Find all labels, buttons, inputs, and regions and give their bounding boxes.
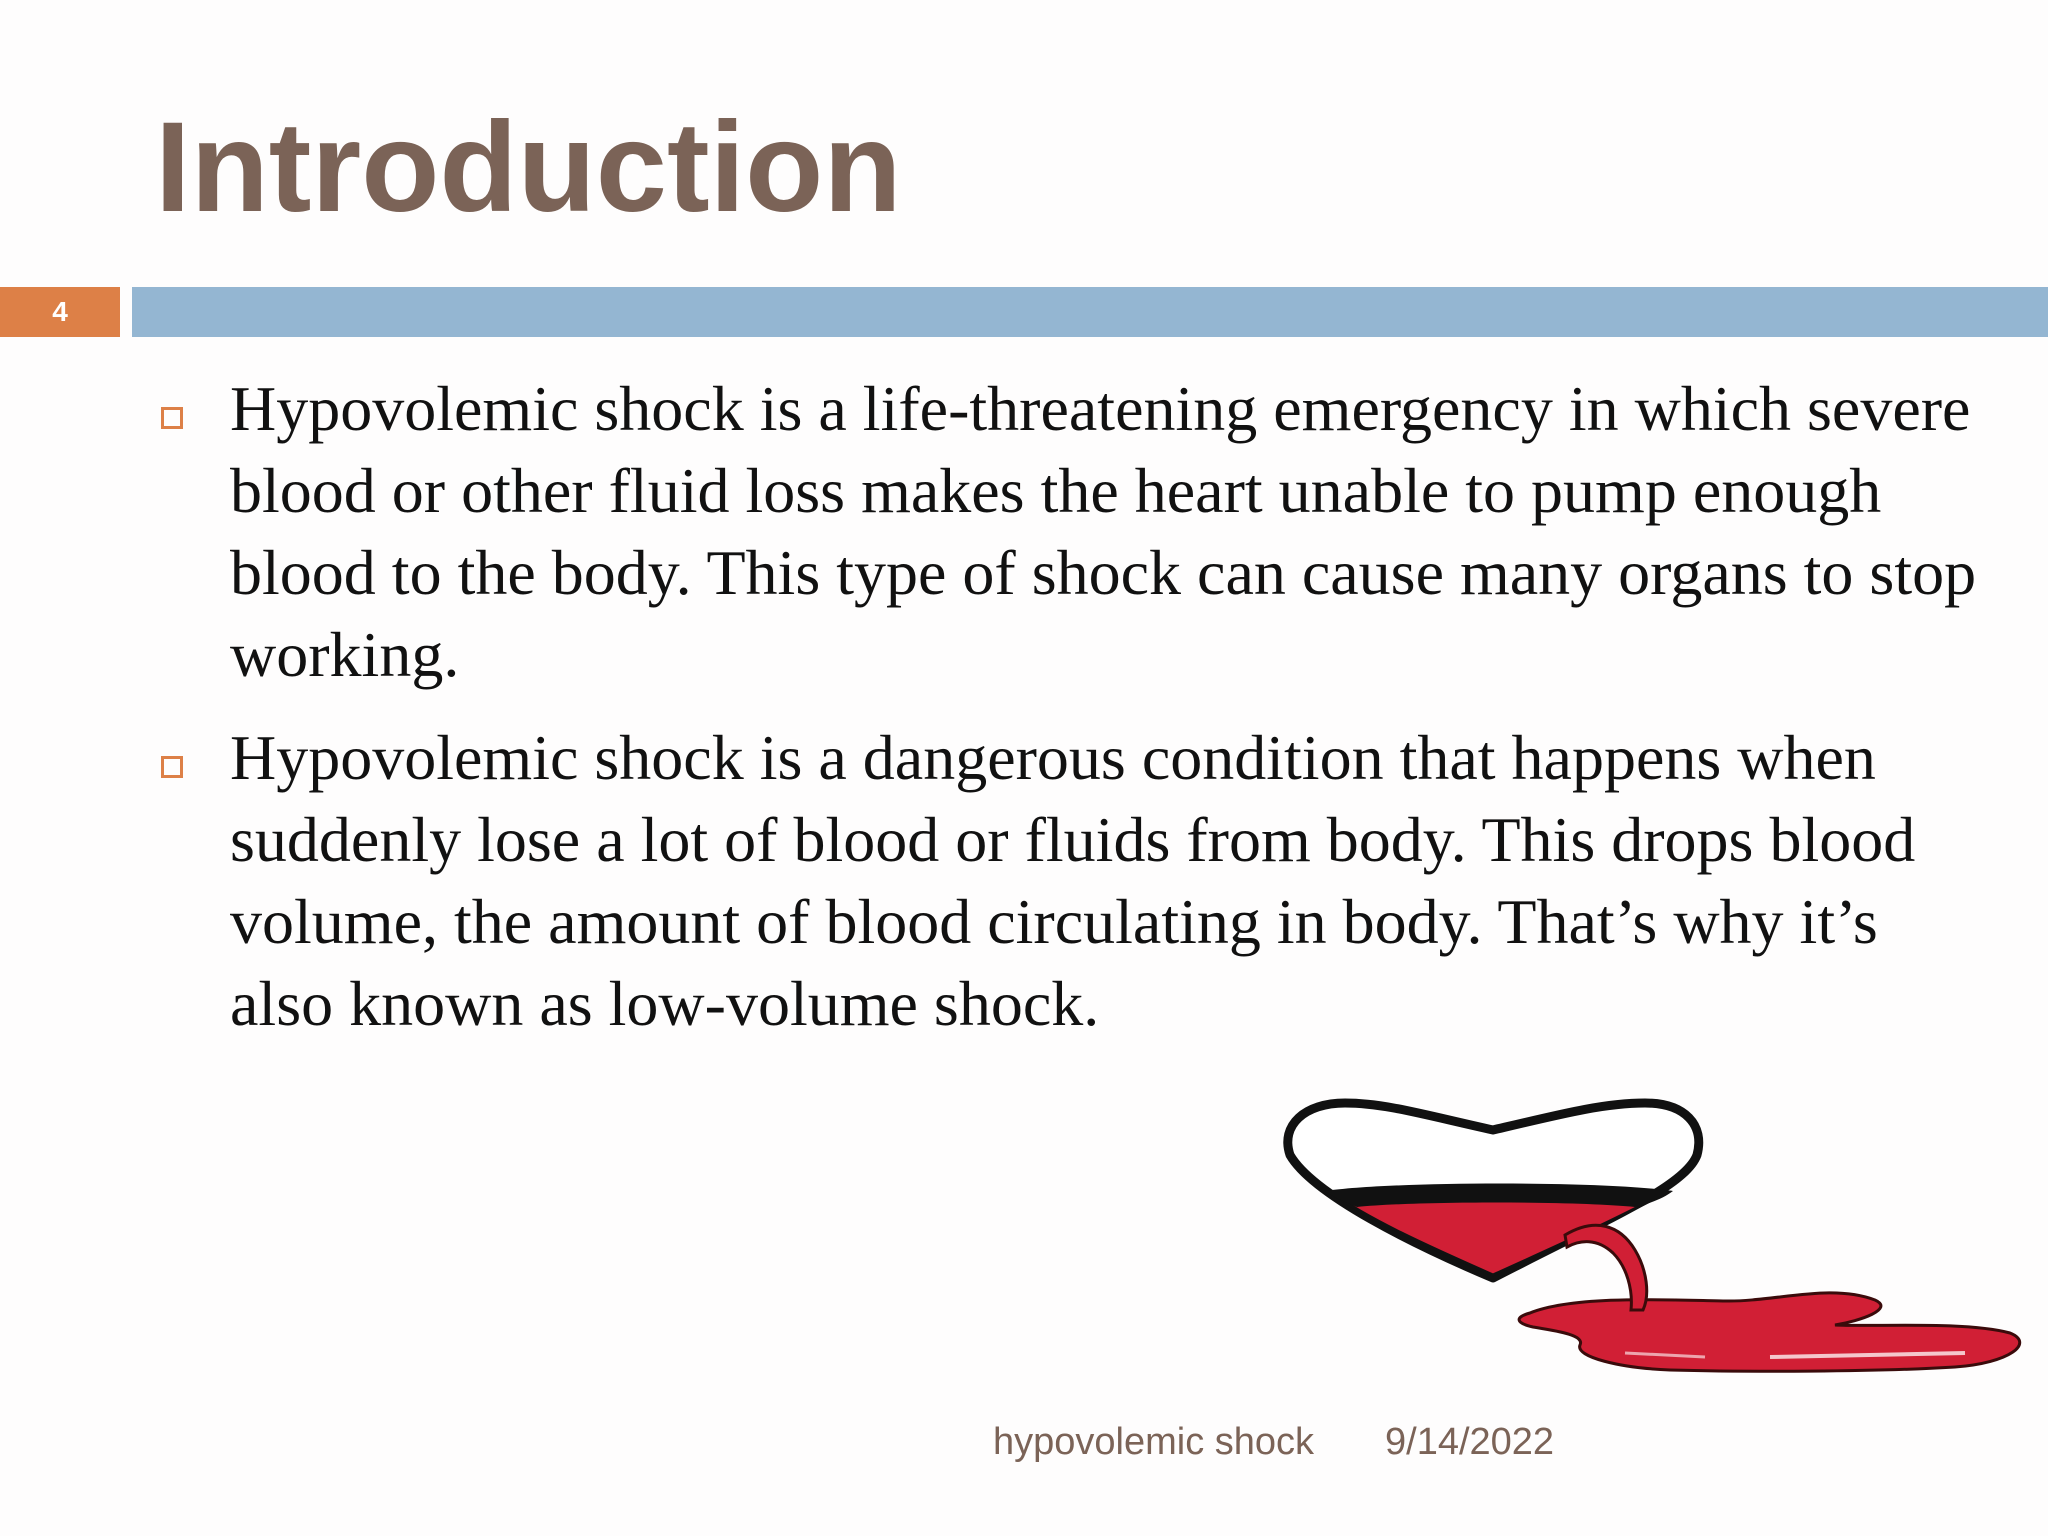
bullet-item bbox=[155, 368, 1995, 696]
slide-number: 4 bbox=[52, 296, 68, 327]
bleeding-heart-icon bbox=[1275, 1095, 2025, 1395]
square-bullet-icon bbox=[161, 407, 183, 429]
blood-puddle bbox=[1519, 1293, 2020, 1371]
bullet-list bbox=[155, 368, 1995, 1066]
footer-date: 9/14/2022 bbox=[1385, 1421, 1555, 1463]
square-bullet-icon bbox=[161, 756, 183, 778]
bullet-text: Hypovolemic shock is a life-threatening emergency in which severe blood or other fluid loss makes the heart unable to pump enough blood to the body. This type of shock can cause many organs to stop working. bbox=[230, 373, 1977, 690]
slide-title: Introduction bbox=[155, 96, 902, 239]
bullet-item bbox=[155, 717, 1995, 1045]
blood-stream bbox=[1565, 1225, 1647, 1310]
footer-topic: hypovolemic shock bbox=[993, 1421, 1315, 1463]
accent-bar bbox=[132, 287, 2048, 337]
bullet-text: Hypovolemic shock is a dangerous condition that happens when suddenly lose a lot of blood or fluids from body. This drops blood volume, the amount of blood circulating in body. That’s why it’s also known as low-volume shock. bbox=[230, 722, 1916, 1039]
